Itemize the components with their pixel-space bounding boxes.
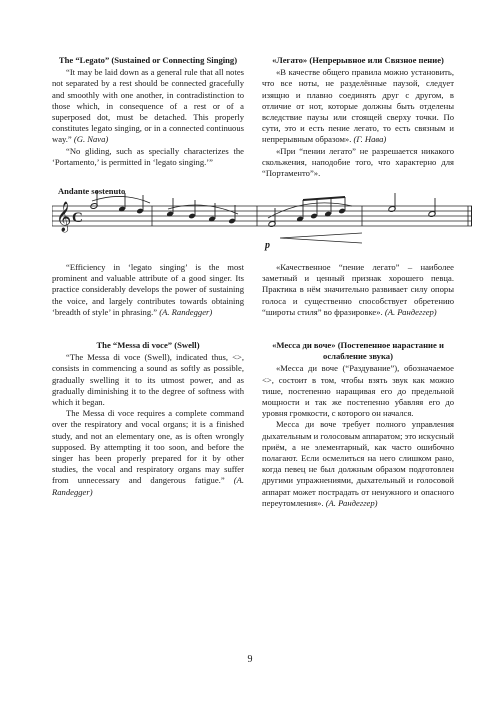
page-number: 9 xyxy=(247,654,253,665)
section-heading: The “Messa di voce” (Swell) xyxy=(96,340,200,350)
attribution: (Г. Нава) xyxy=(353,134,387,145)
attribution: (A. Randegger) xyxy=(159,306,213,317)
attribution: (А. Рандеггер) xyxy=(325,497,378,508)
attribution: (G. Nava) xyxy=(73,134,109,145)
paragraph xyxy=(262,419,454,509)
paragraph-text: Месса ди воче требует полного управления дыхательным и голосовым аппаратом; это искусный приём, а не элементарный, как часто ошибочно полагают. Если осмелиться на него слишком рано, когда певец не был должным образом подготовлен другими упражнениями, дыхательный и голосовой аппарат может пострадать от ненужного и опасного переутомления». xyxy=(262,419,454,508)
paragraph-text: “It may be laid down as a general rule that all notes not separated by a rest should be connected gracefully and smoothly with one another, in contradistinction to those which, in consequence of a rest or of a superposed dot, must be detached. This properly constitutes legato singing, or in a connected continuous way.” xyxy=(52,67,244,145)
section-heading: «Месса ди воче» (Постепенное нарастание и ослабление звука) xyxy=(272,340,444,362)
music-staff-example xyxy=(52,188,472,256)
paragraph xyxy=(262,67,454,145)
paragraph xyxy=(52,67,244,145)
attribution: (A. Randegger) xyxy=(52,475,245,497)
section-heading: «Легато» (Непрерывное или Связное пение) xyxy=(272,55,444,65)
paragraph xyxy=(262,262,454,318)
section-heading: The “Legato” (Sustained or Connecting Singing) xyxy=(58,55,238,65)
paragraph: “The Messa di voce (Swell), indicated thus, <>, consists in commencing a sound as softly as possible, gradually swelling it to its utmost power, and as gradually diminishing it to the degree of softness with which it began. xyxy=(52,352,244,408)
svg-text:C: C xyxy=(72,210,83,226)
english-efficiency-paragraph xyxy=(52,262,244,318)
paragraph-text: “Efficiency in ‘legato singing’ is the most prominent and valuable attribute of a good singer. Its practice considerably develops the power of sustaining the voice, and largely contributes towards obtaining ‘breadth of style’ in phrasing.” xyxy=(52,262,244,317)
paragraph-text: The Messa di voce requires a complete command over the respiratory and vocal organs; it is a finished study, and not an elementary one, as is often wrongly supposed. By attempting it too soon, and before the singer has been properly prepared for it by other studies, the vocal and respiratory organs may suffer from unnecessary and dangerous fatigue.” xyxy=(52,408,244,486)
paragraph-text: «В качестве общего правила можно установить, что все ноты, не разделённые паузой, следует изящно и плавно соединять друг с другом, в отличие от нот, которые должны быть отделены вследствие паузы или стоящей сверху точки. По сути, это и есть пение легато, то есть связным и непрерывным образом». xyxy=(262,67,454,145)
english-messa-di-voce-section xyxy=(52,340,244,498)
paragraph: “No gliding, such as specially characterizes the ‘Portamento,’ is permitted in ‘legato singing.’” xyxy=(52,145,244,167)
paragraph xyxy=(52,408,244,498)
paragraph xyxy=(52,262,244,318)
paragraph-text: «Качественное “пение легато” – наиболее заметный и ценный признак хорошего певца. Практика в нём значительно развивает силу опоры голоса и существенно способствует обретению “ширoты стиля” во фразировке». xyxy=(262,262,454,317)
russian-messa-di-voce-section xyxy=(262,340,454,509)
paragraph: «Месса ди воче (“Раздувание”), обозначаемое <>, состоит в том, чтобы взять звук как можно тише, постепенно наращивая его до предельной мощности и так же постепенно убавляя его до уровня громкости, с которого он начался. xyxy=(262,363,454,419)
svg-text:𝄞: 𝄞 xyxy=(56,202,72,232)
tempo-marking: Andante sostenuto xyxy=(58,186,126,196)
paragraph: «При “пении легато” не разрешается никакого скольжения, наподобие того, что характерно для “Портаменто”». xyxy=(262,145,454,179)
english-legato-section xyxy=(52,55,244,168)
dynamic-marking: p xyxy=(265,240,270,251)
russian-legato-section xyxy=(262,55,454,179)
russian-efficiency-paragraph xyxy=(262,262,454,318)
attribution: (А. Рандеггер) xyxy=(384,306,437,317)
